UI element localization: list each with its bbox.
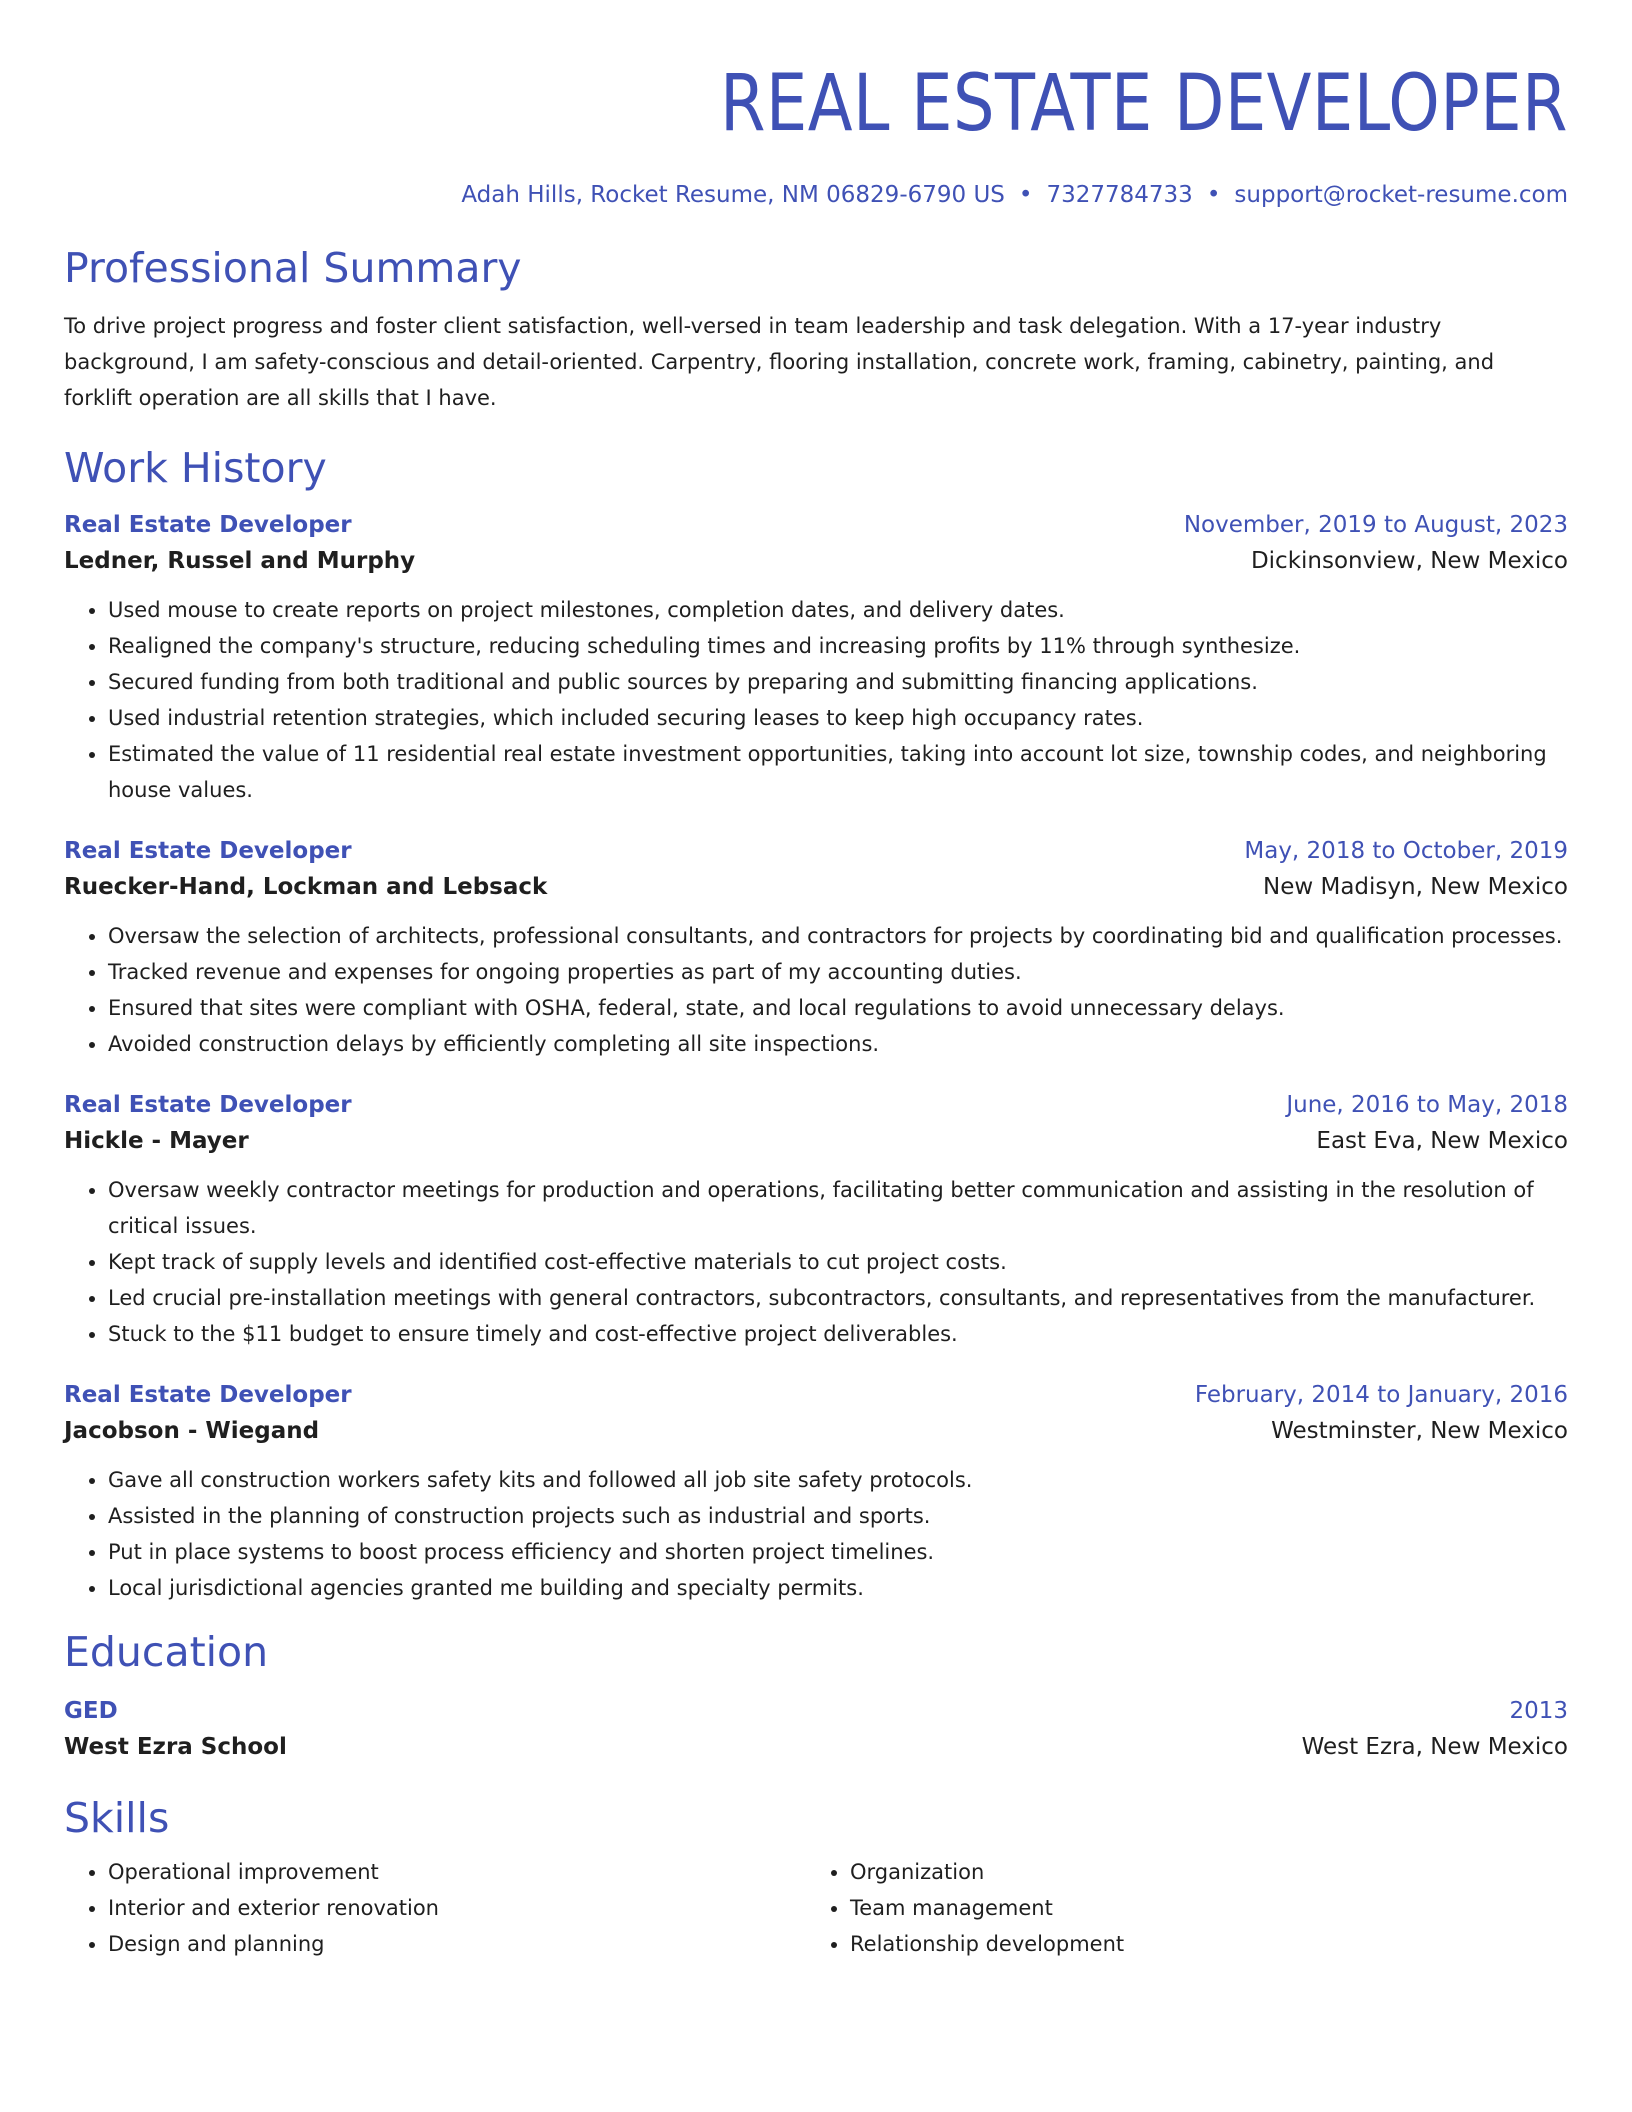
skill-item: • Relationship development <box>850 1926 1548 1962</box>
job-location: Westminster, New Mexico <box>1271 1418 1568 1444</box>
job-location: Dickinsonview, New Mexico <box>1250 548 1568 574</box>
job-company: Jacobson - Wiegand <box>64 1418 320 1444</box>
job-bullet: • Realigned the company's structure, reducing scheduling times and increasing profits by 11% through synthesize. <box>108 628 1568 664</box>
job-dates: May, 2018 to October, 2019 <box>1244 838 1568 864</box>
skills-grid <box>64 1854 1568 1962</box>
skills-column-left <box>64 1854 806 1962</box>
education-school: West Ezra School <box>64 1734 287 1760</box>
job-bullet: • Put in place systems to boost process efficiency and shorten project timelines. <box>108 1534 1568 1570</box>
job-bullet: • Estimated the value of 11 residential real estate investment opportunities, taking into account lot size, township codes, and neighboring house values. <box>108 736 1568 808</box>
page-title: REAL ESTATE DEVELOPER <box>719 59 1568 149</box>
job-bullet: • Kept track of supply levels and identified cost-effective materials to cut project costs. <box>108 1244 1568 1280</box>
job-bullets <box>64 918 1568 1062</box>
contact-line <box>64 180 1568 210</box>
job-bullets <box>64 1172 1568 1352</box>
skill-item: • Team management <box>850 1890 1548 1926</box>
job-location: East Eva, New Mexico <box>1316 1128 1568 1154</box>
job-bullets <box>64 1462 1568 1606</box>
job-bullet: • Used industrial retention strategies, which included securing leases to keep high occupancy rates. <box>108 700 1568 736</box>
contact-email[interactable]: support@rocket-resume.com <box>1234 182 1568 208</box>
job-bullets <box>64 592 1568 808</box>
work-history-heading: Work History <box>64 444 327 492</box>
skills-column-right <box>806 1854 1548 1962</box>
job-location: New Madisyn, New Mexico <box>1263 874 1568 900</box>
job-role: Real Estate Developer <box>64 1382 352 1408</box>
job-bullet: • Gave all construction workers safety kits and followed all job site safety protocols. <box>108 1462 1568 1498</box>
job-dates: June, 2016 to May, 2018 <box>1286 1092 1568 1118</box>
contact-separator: • <box>1206 182 1221 208</box>
education-year: 2013 <box>1509 1698 1568 1724</box>
resume-page <box>64 0 1568 1962</box>
job-entry <box>64 1378 1568 1606</box>
job-company: Hickle - Mayer <box>64 1128 249 1154</box>
job-entry <box>64 834 1568 1062</box>
job-entry <box>64 1088 1568 1352</box>
job-bullet: • Avoided construction delays by efficiently completing all site inspections. <box>108 1026 1568 1062</box>
job-bullet: • Local jurisdictional agencies granted me building and specialty permits. <box>108 1570 1568 1606</box>
skill-item: • Design and planning <box>108 1926 806 1962</box>
job-dates: February, 2014 to January, 2016 <box>1194 1382 1568 1408</box>
job-role: Real Estate Developer <box>64 512 352 538</box>
education-location: West Ezra, New Mexico <box>1301 1734 1568 1760</box>
job-bullet: • Led crucial pre-installation meetings with general contractors, subcontractors, consultants, and representatives from the manufacturer. <box>108 1280 1568 1316</box>
job-bullet: • Ensured that sites were compliant with OSHA, federal, state, and local regulations to avoid unnecessary delays. <box>108 990 1568 1026</box>
job-bullet: • Stuck to the $11 budget to ensure timely and cost-effective project deliverables. <box>108 1316 1568 1352</box>
education-entry <box>64 1694 1568 1766</box>
skill-item: • Interior and exterior renovation <box>108 1890 806 1926</box>
job-bullet: • Secured funding from both traditional and public sources by preparing and submitting financing applications. <box>108 664 1568 700</box>
job-company: Ruecker-Hand, Lockman and Lebsack <box>64 874 548 900</box>
education-degree: GED <box>64 1698 118 1724</box>
contact-address: Adah Hills, Rocket Resume, NM 06829-6790 US <box>461 182 1005 208</box>
skill-item: • Operational improvement <box>108 1854 806 1890</box>
contact-phone: 7327784733 <box>1046 182 1193 208</box>
summary-heading: Professional Summary <box>64 244 522 292</box>
contact-separator: • <box>1018 182 1033 208</box>
job-entry <box>64 508 1568 808</box>
job-bullet: • Tracked revenue and expenses for ongoing properties as part of my accounting duties. <box>108 954 1568 990</box>
job-dates: November, 2019 to August, 2023 <box>1183 512 1568 538</box>
job-bullet: • Used mouse to create reports on project milestones, completion dates, and delivery dates. <box>108 592 1568 628</box>
job-bullet: • Oversaw the selection of architects, professional consultants, and contractors for projects by coordinating bid and qualification processes. <box>108 918 1568 954</box>
summary-text: To drive project progress and foster client satisfaction, well-versed in team leadership and task delegation. With a 17-year industry background, I am safety-conscious and detail-oriented. Carpentry, flooring installation, concrete work, framing, cabinetry, painting, and forklift operation are all skills that I have. <box>64 314 1495 410</box>
job-bullet: • Oversaw weekly contractor meetings for production and operations, facilitating better communication and assisting in the resolution of critical issues. <box>108 1172 1568 1244</box>
education-heading: Education <box>64 1628 269 1676</box>
job-company: Ledner, Russel and Murphy <box>64 548 416 574</box>
skills-heading: Skills <box>64 1794 170 1842</box>
skill-item: • Organization <box>850 1854 1548 1890</box>
job-bullet: • Assisted in the planning of construction projects such as industrial and sports. <box>108 1498 1568 1534</box>
job-role: Real Estate Developer <box>64 1092 352 1118</box>
job-role: Real Estate Developer <box>64 838 352 864</box>
